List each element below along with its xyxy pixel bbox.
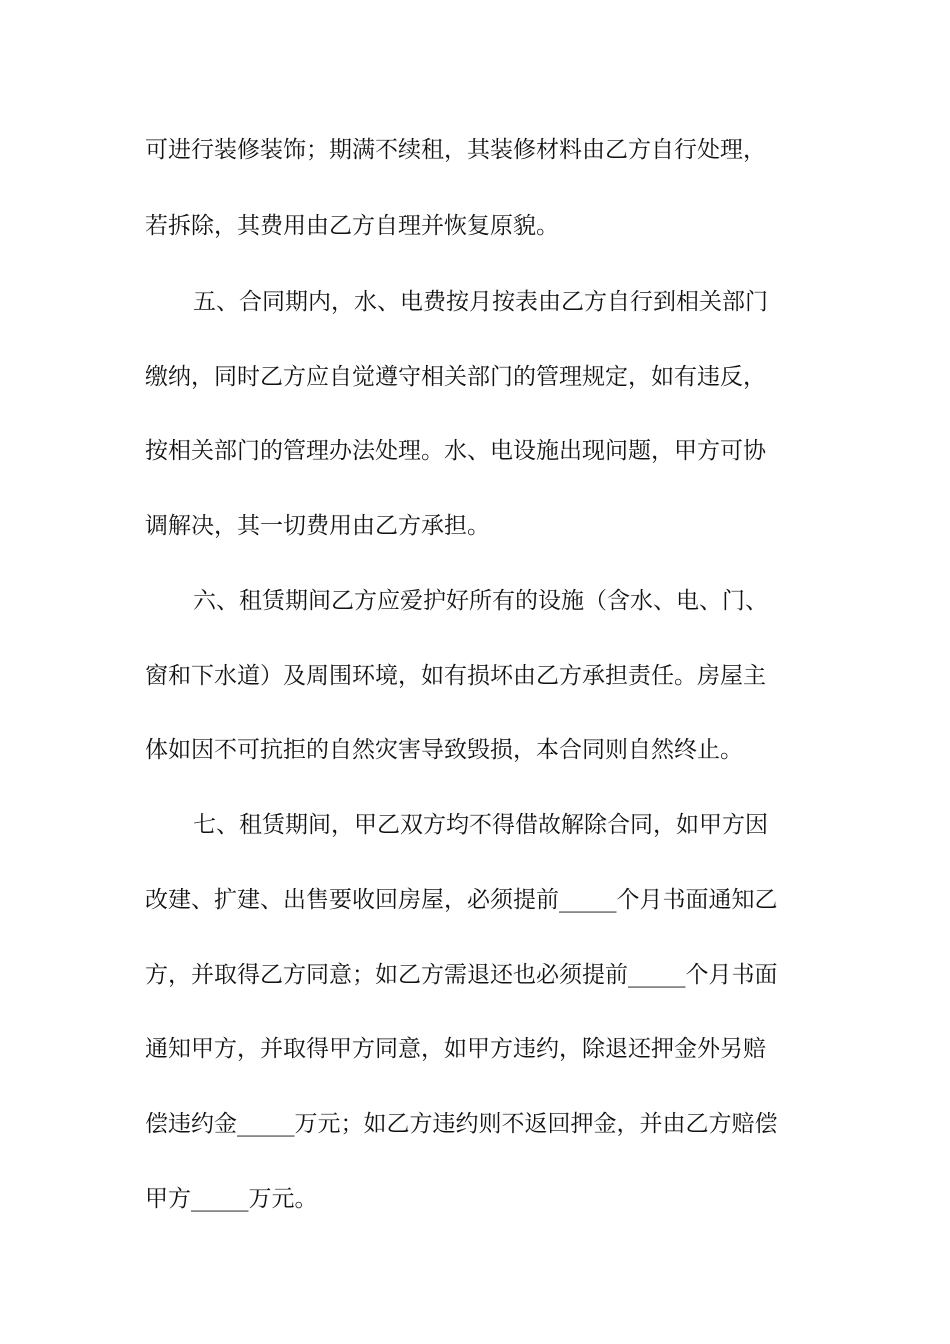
- text-line: 缴纳，同时乙方应自觉遵守相关部门的管理规定，如有违反，: [145, 364, 766, 390]
- text-line: 按相关部门的管理办法处理。水、电设施出现问题，甲方可协: [145, 438, 766, 464]
- text-line: 方，并取得乙方同意；如乙方需退还也必须提前_____个月书面: [145, 962, 778, 988]
- text-line: 体如因不可抗拒的自然灾害导致毁损，本合同则自然终止。: [145, 737, 743, 763]
- text-line: 若拆除，其费用由乙方自理并恢复原貌。: [145, 213, 559, 239]
- text-line: 调解决，其一切费用由乙方承担。: [145, 513, 490, 539]
- text-line: 改建、扩建、出售要收回房屋，必须提前_____个月书面通知乙: [145, 887, 778, 913]
- text-line: 偿违约金_____万元；如乙方违约则不返回押金，并由乙方赔偿: [145, 1111, 778, 1137]
- text-line: 通知甲方，并取得甲方同意，如甲方违约，除退还押金外另赔: [145, 1036, 766, 1062]
- clause-7-line: 七、租赁期间，甲乙双方均不得借故解除合同，如甲方因: [193, 812, 768, 838]
- clause-6-line: 六、租赁期间乙方应爱护好所有的设施（含水、电、门、: [193, 588, 768, 614]
- clause-5-line: 五、合同期内，水、电费按月按表由乙方自行到相关部门: [193, 289, 768, 315]
- text-line: 窗和下水道）及周围环境，如有损坏由乙方承担责任。房屋主: [145, 663, 766, 689]
- text-line: 甲方_____万元。: [145, 1186, 318, 1212]
- text-line: 可进行装修装饰；期满不续租，其装修材料由乙方自行处理，: [145, 137, 766, 163]
